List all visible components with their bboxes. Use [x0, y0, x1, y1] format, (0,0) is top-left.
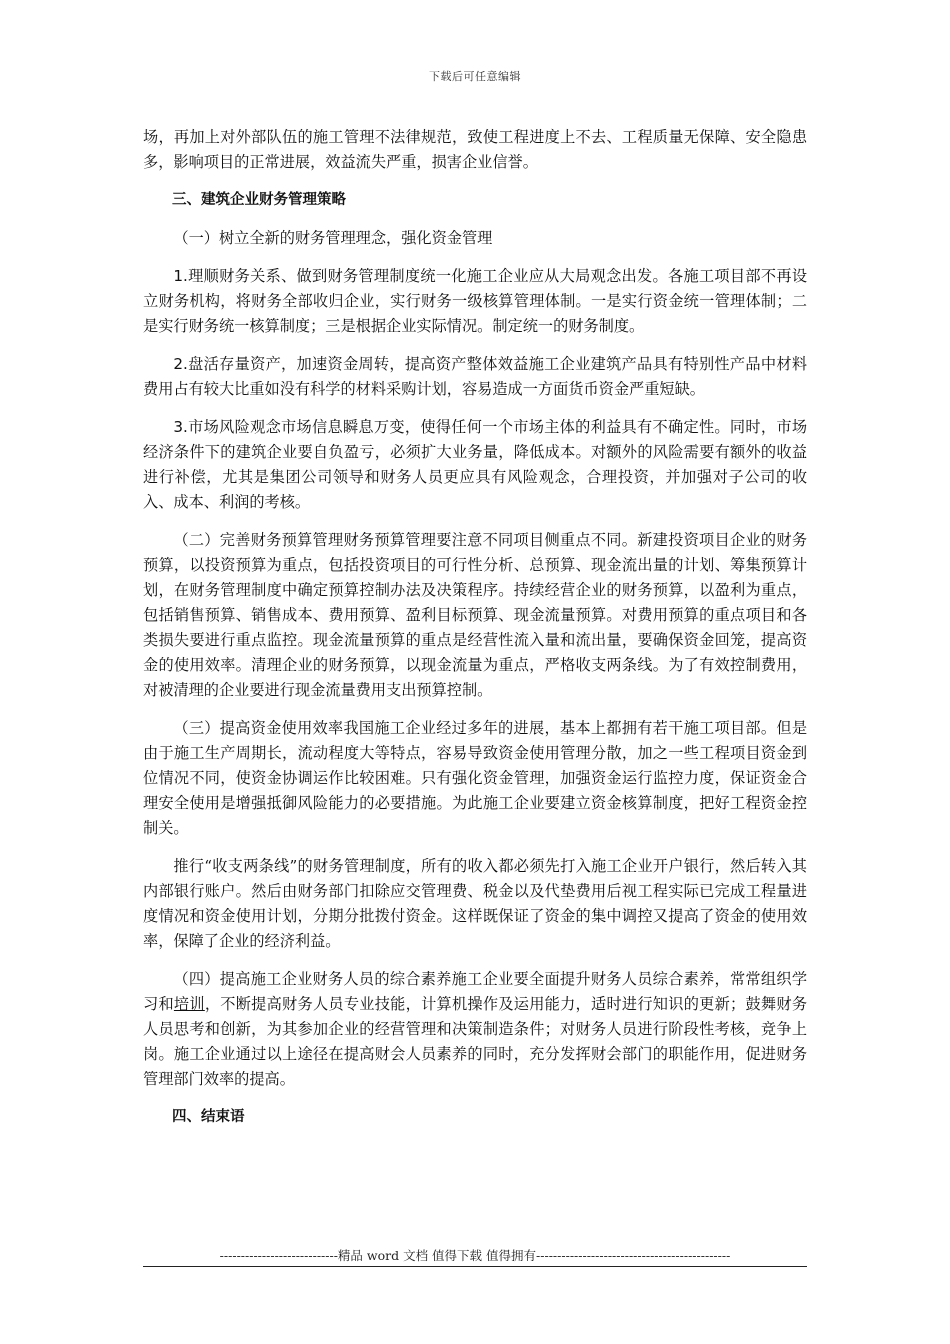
- item-text: 理顺财务关系、做到财务管理制度统一化施工企业应从大局观念出发。各施工项目部不再设立财务机构，将财务全部收归企业，实行财务一级核算管理体制。一是实行资金统一管理体制；二是实行财务统一核算制度；三是根据企业实际情况。制定统一的财务制度。: [143, 267, 807, 335]
- paragraph-fund-efficiency: （三）提高资金使用效率我国施工企业经过多年的进展，基本上都拥有若干施工项目部。但是由于施工生产周期长，流动程度大等特点，容易导致资金使用管理分散，加之一些工程项目资金到位情况不同，使资金协调运作比较困难。只有强化资金管理，加强资金运行监控力度，保证资金合理安全使用是增强抵御风险能力的必要措施。为此施工企业要建立资金核算制度，把好工程资金控制关。: [143, 719, 807, 837]
- section-heading-4: 四、结束语: [172, 1109, 245, 1125]
- item-text: 市场风险观念市场信息瞬息万变，使得任何一个市场主体的利益具有不确定性。同时，市场经济条件下的建筑企业要自负盈亏，必须扩大业务量，降低成本。对额外的风险需要有额外的收益进行补偿，尤其是集团公司领导和财务人员更应具有风险观念，合理投资，并加强对子公司的收入、成本、利润的考核。: [143, 418, 807, 511]
- item-number: 3.: [173, 418, 188, 436]
- footer-divider: [143, 1266, 807, 1267]
- paragraph-item-1: [143, 264, 807, 339]
- section-heading-3: 三、建筑企业财务管理策略: [172, 192, 346, 208]
- page-footer-text: ----------------------------精品 word 文档 值得下载 值得拥有----------------------------------------------: [219, 1248, 731, 1263]
- training-link[interactable]: 培训: [173, 995, 205, 1013]
- paragraph-item-3: [143, 415, 807, 515]
- paragraph-staff-quality: [143, 967, 807, 1092]
- subsection-heading-1: （一）树立全新的财务管理理念，强化资金管理: [173, 229, 493, 247]
- paragraph-continuation: 场，再加上对外部队伍的施工管理不法律规范，致使工程进度上不去、工程质量无保障、安全隐患多，影响项目的正常进展，效益流失严重，损害企业信誉。: [143, 128, 807, 171]
- item-text: 盘活存量资产，加速资金周转，提高资产整体效益施工企业建筑产品具有特别性产品中材料费用占有较大比重如没有科学的材料采购计划，容易造成一方面货币资金严重短缺。: [143, 355, 807, 398]
- item-number: 2.: [173, 355, 188, 373]
- document-body: [143, 125, 807, 1143]
- text-segment: （四）提高施工企业财务人员的综合素养施工企业要全面提升财务人员综合素养，常常组织学习和: [143, 970, 807, 1013]
- paragraph-two-lines: 推行“收支两条线”的财务管理制度，所有的收入都必须先打入施工企业开户银行，然后转入其内部银行账户。然后由财务部门扣除应交管理费、税金以及代垫费用后视工程实际已完成工程量进度情况和资金使用计划，分期分批拨付资金。这样既保证了资金的集中调控又提高了资金的使用效率，保障了企业的经济利益。: [143, 857, 807, 950]
- paragraph-budget: （二）完善财务预算管理财务预算管理要注意不同项目侧重点不同。新建投资项目企业的财务预算，以投资预算为重点，包括投资项目的可行性分析、总预算、现金流出量的计划、筹集预算计划，在财务管理制度中确定预算控制办法及决策程序。持续经营企业的财务预算，以盈利为重点，包括销售预算、销售成本、费用预算、盈利目标预算、现金流量预算。对费用预算的重点项目和各类损失要进行重点监控。现金流量预算的重点是经营性流入量和流出量，要确保资金回笼，提高资金的使用效率。清理企业的财务预算，以现金流量为重点，严格收支两条线。为了有效控制费用，对被清理的企业要进行现金流量费用支出预算控制。: [143, 531, 807, 699]
- item-number: 1.: [173, 267, 188, 285]
- page-header-note: 下载后可任意编辑: [429, 70, 521, 83]
- paragraph-item-2: [143, 352, 807, 402]
- text-segment: ，不断提高财务人员专业技能，计算机操作及运用能力，适时进行知识的更新；鼓舞财务人员思考和创新，为其参加企业的经营管理和决策制造条件；对财务人员进行阶段性考核，竞争上岗。施工企业通过以上途径在提高财会人员素养的同时，充分发挥财会部门的职能作用，促进财务管理部门效率的提高。: [143, 995, 808, 1088]
